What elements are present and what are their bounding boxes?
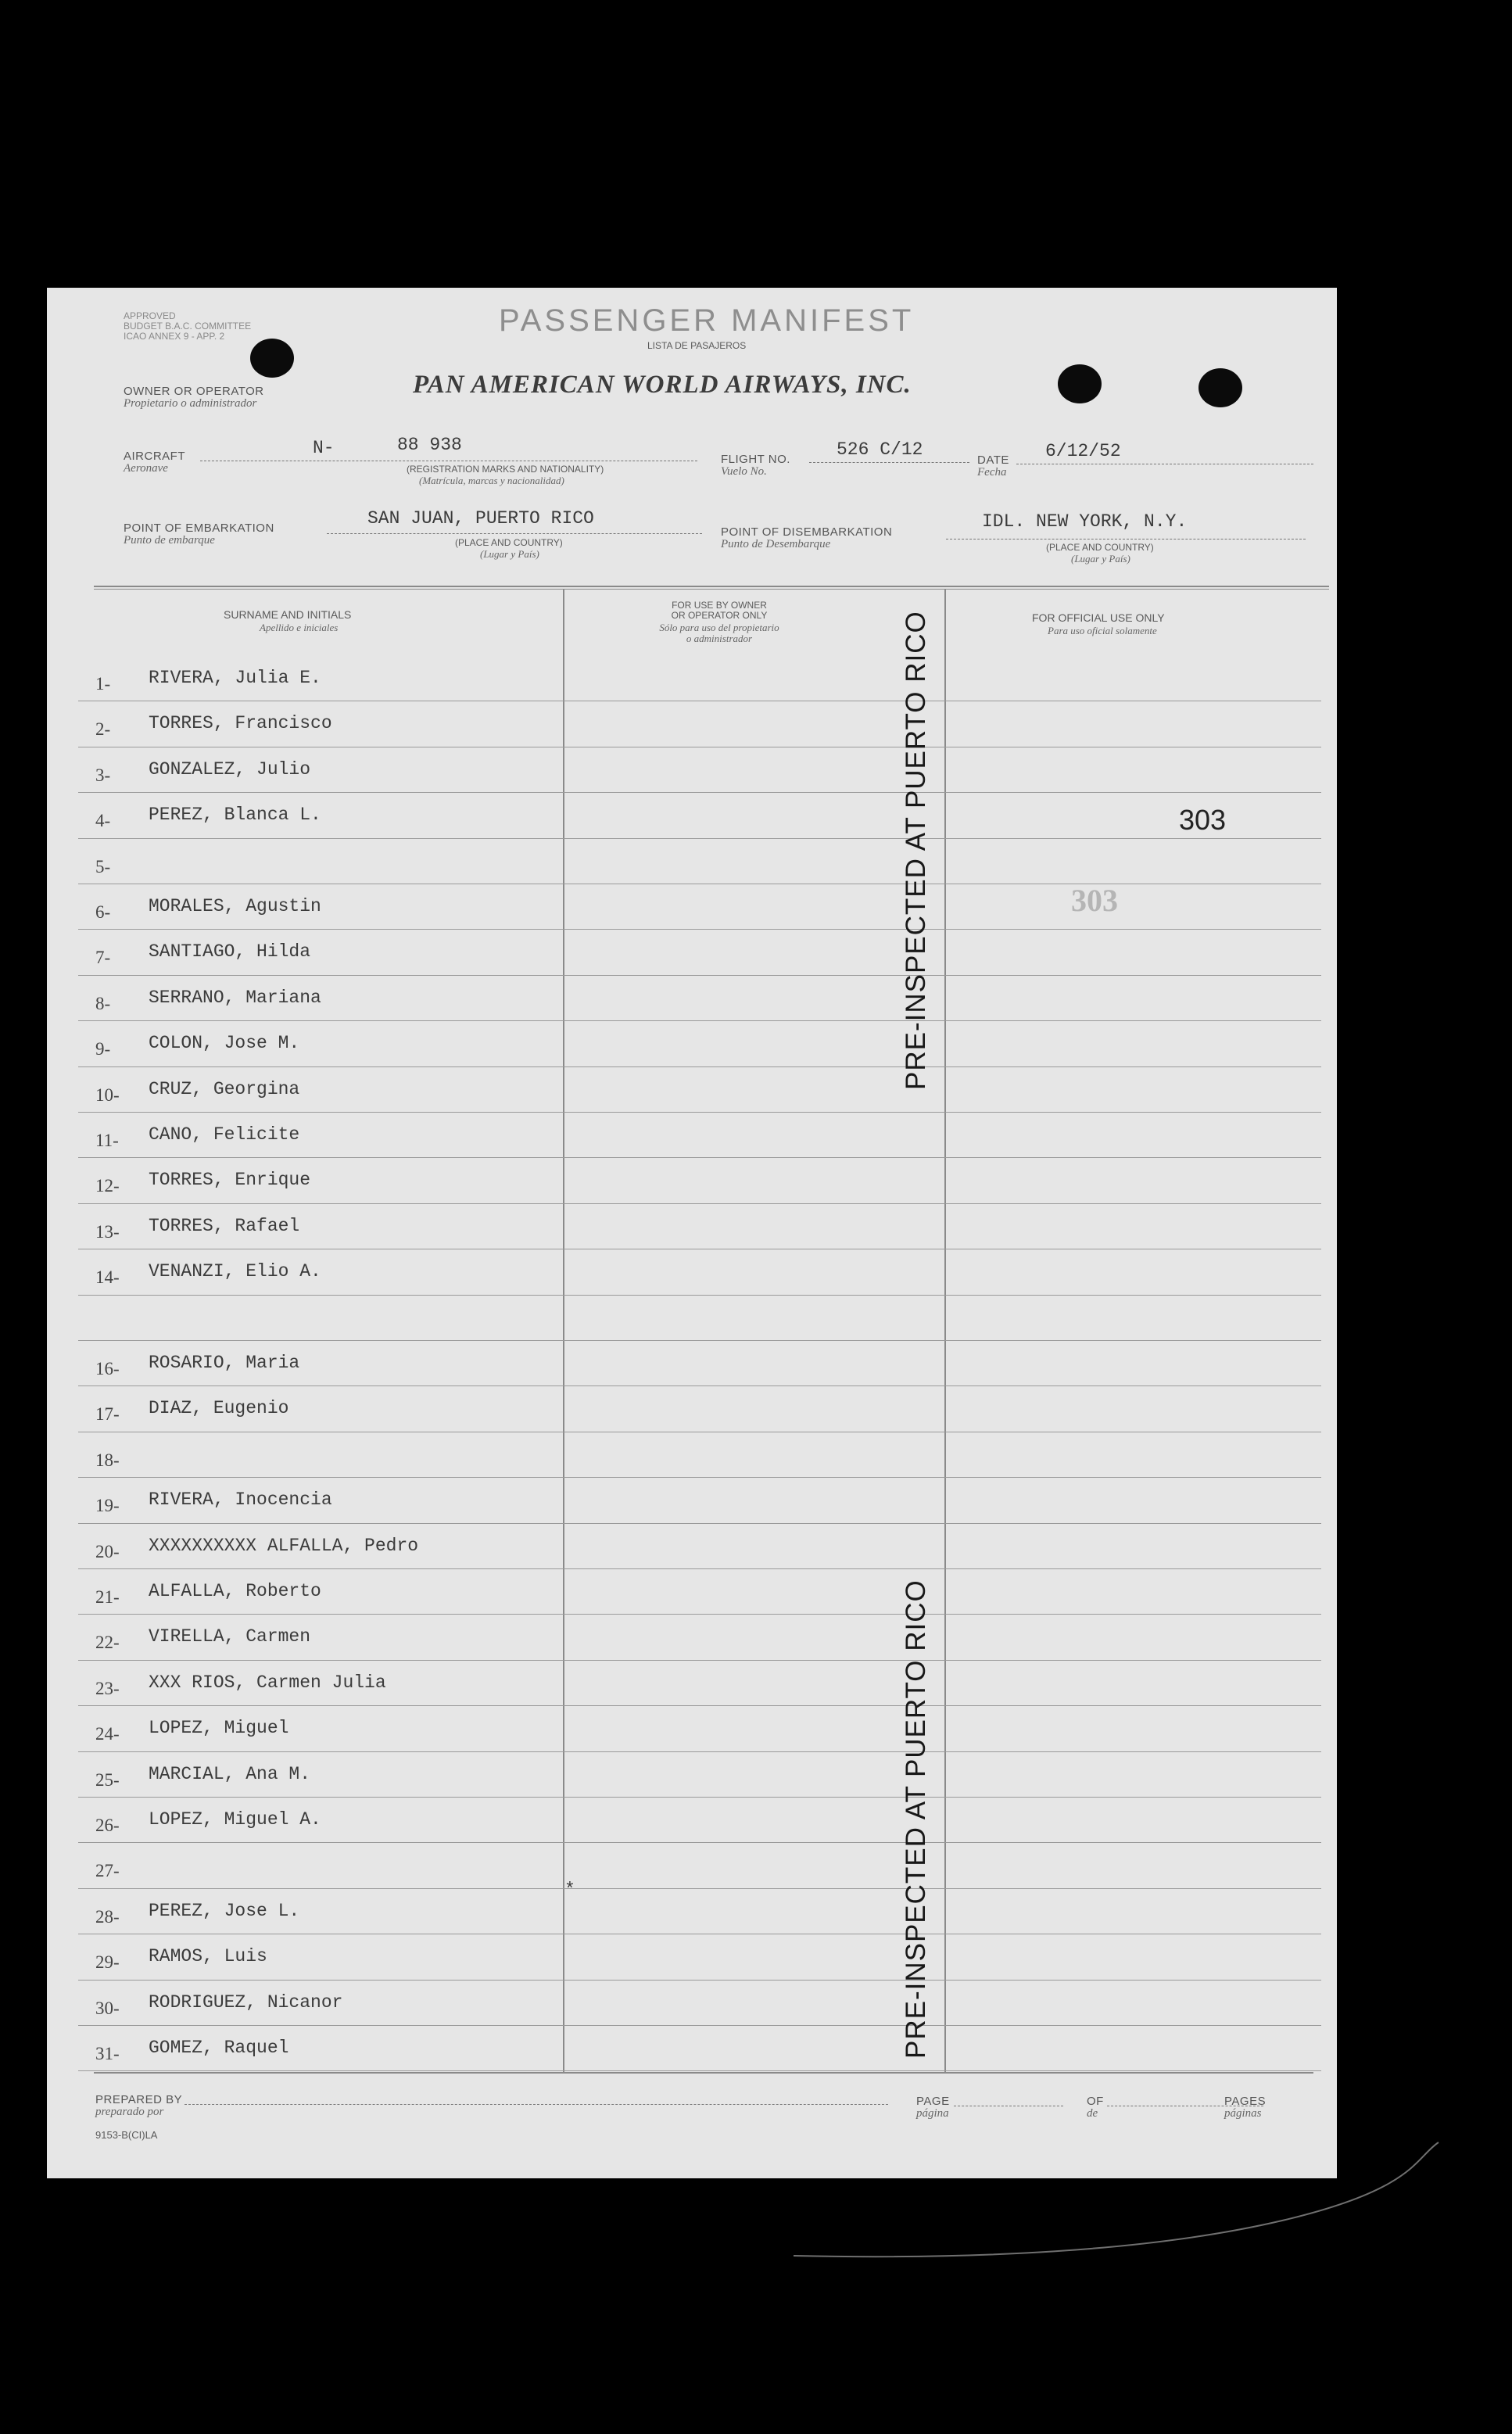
preinspected-stamp-bottom: PRE-INSPECTED AT PUERTO RICO xyxy=(901,1579,931,2059)
prepared-label-es: preparado por xyxy=(95,2106,164,2118)
row-number: 8- xyxy=(95,994,111,1013)
pages-label: PAGES xyxy=(1224,2095,1267,2108)
row-number: 5- xyxy=(95,857,111,876)
airline-name: PAN AMERICAN WORLD AIRWAYS, INC. xyxy=(413,371,912,399)
owner-label-es: Propietario o administrador xyxy=(124,397,257,410)
pages-label-es: páginas xyxy=(1224,2107,1262,2120)
row-number: 14- xyxy=(95,1267,120,1287)
row-number: 16- xyxy=(95,1359,120,1378)
row-rule xyxy=(78,1477,1321,1478)
row-rule xyxy=(78,1295,1321,1296)
aircraft-value: 88 938 xyxy=(397,435,462,455)
place-label-es: (Lugar y País) xyxy=(480,548,539,560)
passenger-name: MARCIAL, Ana M. xyxy=(149,1764,311,1784)
official-use-header: FOR OFFICIAL USE ONLY xyxy=(1032,611,1165,624)
passenger-name: RIVERA, Inocencia xyxy=(149,1489,332,1510)
place-label-2: (PLACE AND COUNTRY) xyxy=(1046,542,1154,553)
row-rule xyxy=(78,1203,1321,1204)
punch-hole-icon xyxy=(1198,368,1242,407)
passenger-name: TORRES, Enrique xyxy=(149,1170,311,1190)
row-rule xyxy=(78,2025,1321,2026)
row-number: 25- xyxy=(95,1770,120,1790)
row-rule xyxy=(78,1112,1321,1113)
page-label-es: página xyxy=(916,2107,949,2120)
aircraft-line xyxy=(200,460,697,461)
place-label: (PLACE AND COUNTRY) xyxy=(455,537,563,548)
passenger-name: PEREZ, Jose L. xyxy=(149,1901,300,1921)
registration-label: (REGISTRATION MARKS AND NATIONALITY) xyxy=(407,464,604,475)
aircraft-label: AIRCRAFT xyxy=(124,450,185,463)
row-rule xyxy=(78,1020,1321,1021)
row-rule xyxy=(78,1660,1321,1661)
passenger-name: LOPEZ, Miguel xyxy=(149,1718,289,1738)
row-number: 22- xyxy=(95,1633,120,1652)
asterisk-mark: * xyxy=(564,1880,575,1900)
disembarkation-line xyxy=(946,538,1306,539)
flight-line xyxy=(809,461,969,463)
pen-stroke-icon xyxy=(774,2135,1446,2283)
passenger-name: MORALES, Agustin xyxy=(149,896,321,916)
page-line xyxy=(954,2105,1063,2106)
of-label-es: de xyxy=(1087,2107,1098,2120)
row-number: 23- xyxy=(95,1679,120,1698)
table-top-border-inner xyxy=(94,589,1329,590)
row-rule xyxy=(78,1568,1321,1569)
passenger-name: VIRELLA, Carmen xyxy=(149,1626,311,1647)
punch-hole-icon xyxy=(250,339,294,378)
owner-use-header: FOR USE BY OWNER OR OPERATOR ONLY xyxy=(671,600,768,621)
row-number: 10- xyxy=(95,1085,120,1105)
passenger-name: COLON, Jose M. xyxy=(149,1033,300,1053)
date-value: 6/12/52 xyxy=(1045,441,1121,461)
row-number: 17- xyxy=(95,1404,120,1424)
flight-label-es: Vuelo No. xyxy=(721,465,767,478)
owner-use-header-es: Sólo para uso del propietario o administrador xyxy=(659,622,779,644)
row-rule xyxy=(78,1157,1321,1158)
passenger-name: TORRES, Francisco xyxy=(149,713,332,733)
passenger-name: SANTIAGO, Hilda xyxy=(149,941,311,962)
date-line xyxy=(1016,463,1313,464)
disembarkation-label: POINT OF DISEMBARKATION xyxy=(721,525,893,539)
row-rule xyxy=(78,1842,1321,1843)
row-rule xyxy=(78,1385,1321,1386)
row-number: 21- xyxy=(95,1587,120,1607)
row-number: 20- xyxy=(95,1542,120,1561)
date-label: DATE xyxy=(977,453,1009,467)
surname-header: SURNAME AND INITIALS xyxy=(224,608,352,621)
row-rule xyxy=(78,1705,1321,1706)
row-number: 4- xyxy=(95,811,111,830)
disembarkation-value: IDL. NEW YORK, N.Y. xyxy=(982,511,1188,532)
row-rule xyxy=(78,1066,1321,1067)
owner-label: OWNER OR OPERATOR xyxy=(124,385,264,398)
row-number: 19- xyxy=(95,1496,120,1515)
manifest-sheet xyxy=(47,288,1337,2178)
row-rule xyxy=(78,1888,1321,1889)
row-rule xyxy=(78,1523,1321,1524)
row-number: 13- xyxy=(95,1222,120,1242)
row-number: 6- xyxy=(95,902,111,922)
passenger-name: SERRANO, Mariana xyxy=(149,988,321,1008)
row-rule xyxy=(78,838,1321,839)
row-number: 24- xyxy=(95,1724,120,1744)
passenger-name: PEREZ, Blanca L. xyxy=(149,805,321,825)
passenger-name: ALFALLA, Roberto xyxy=(149,1581,321,1601)
approval-block: APPROVED BUDGET B.A.C. COMMITTEE ICAO ANNEX 9 - APP. 2 xyxy=(124,310,252,342)
table-bottom-border xyxy=(94,2072,1313,2074)
row-number: 7- xyxy=(95,948,111,967)
row-rule xyxy=(78,1614,1321,1615)
form-code: 9153-B(CI)LA xyxy=(95,2129,158,2141)
passenger-name: RAMOS, Luis xyxy=(149,1946,267,1966)
row-number: 29- xyxy=(95,1952,120,1972)
passenger-name: CANO, Felicite xyxy=(149,1124,300,1145)
passenger-name: XXXXXXXXXX ALFALLA, Pedro xyxy=(149,1536,419,1556)
row-number: 18- xyxy=(95,1450,120,1470)
row-rule xyxy=(78,1980,1321,1981)
embarkation-label-es: Punto de embarque xyxy=(124,534,215,547)
of-label: OF xyxy=(1087,2095,1104,2108)
punch-hole-icon xyxy=(1058,364,1102,403)
row-number: 12- xyxy=(95,1176,120,1195)
embarkation-label: POINT OF EMBARKATION xyxy=(124,522,274,535)
flight-value: 526 C/12 xyxy=(837,439,923,460)
aircraft-prefix: N- xyxy=(313,438,335,458)
passenger-name: CRUZ, Georgina xyxy=(149,1079,300,1099)
passenger-name: ROSARIO, Maria xyxy=(149,1353,300,1373)
row-number: 3- xyxy=(95,765,111,785)
faint-number-303: 303 xyxy=(1071,883,1118,918)
passenger-name: DIAZ, Eugenio xyxy=(149,1398,289,1418)
row-number: 27- xyxy=(95,1861,120,1880)
table-top-border xyxy=(94,586,1329,587)
row-number: 26- xyxy=(95,1816,120,1835)
passenger-name: VENANZI, Elio A. xyxy=(149,1261,321,1282)
row-number: 28- xyxy=(95,1907,120,1927)
prepared-line xyxy=(185,2103,888,2105)
row-rule xyxy=(78,792,1321,793)
passenger-name: GONZALEZ, Julio xyxy=(149,759,311,780)
row-number: 31- xyxy=(95,2044,120,2063)
row-rule xyxy=(78,1797,1321,1798)
prepared-label: PREPARED BY xyxy=(95,2093,183,2106)
manifest-title-es: LISTA DE PASAJEROS xyxy=(647,340,747,351)
row-number: 1- xyxy=(95,674,111,694)
preinspected-stamp-top: PRE-INSPECTED AT PUERTO RICO xyxy=(901,611,931,1090)
date-label-es: Fecha xyxy=(977,466,1007,479)
passenger-name: TORRES, Rafael xyxy=(149,1216,300,1236)
embarkation-line xyxy=(327,532,702,534)
passenger-name: XXX RIOS, Carmen Julia xyxy=(149,1672,386,1693)
passenger-name: GOMEZ, Raquel xyxy=(149,2038,289,2058)
row-rule xyxy=(78,1340,1321,1341)
row-rule xyxy=(78,975,1321,976)
passenger-name: RIVERA, Julia E. xyxy=(149,668,321,688)
embarkation-value: SAN JUAN, PUERTO RICO xyxy=(367,508,594,529)
row-number: 11- xyxy=(95,1131,119,1150)
column-divider-1 xyxy=(563,590,564,2072)
row-number: 30- xyxy=(95,1998,120,2018)
flight-label: FLIGHT NO. xyxy=(721,453,790,466)
row-rule xyxy=(78,2070,1321,2071)
row-rule xyxy=(78,929,1321,930)
aircraft-label-es: Aeronave xyxy=(124,462,168,475)
disembarkation-label-es: Punto de Desembarque xyxy=(721,538,831,550)
column-divider-2 xyxy=(944,590,946,2072)
registration-label-es: (Matrícula, marcas y nacionalidad) xyxy=(419,475,564,486)
place-label-es-2: (Lugar y País) xyxy=(1071,553,1130,565)
surname-header-es: Apellido e iniciales xyxy=(260,622,339,633)
page-label: PAGE xyxy=(916,2095,950,2108)
passenger-name: RODRIGUEZ, Nicanor xyxy=(149,1992,343,2013)
official-use-header-es: Para uso oficial solamente xyxy=(1048,625,1157,636)
passenger-name: LOPEZ, Miguel A. xyxy=(149,1809,321,1830)
row-number: 9- xyxy=(95,1039,111,1059)
manifest-title: PASSENGER MANIFEST xyxy=(499,303,915,338)
row-rule xyxy=(78,1751,1321,1752)
row-number: 2- xyxy=(95,719,111,739)
official-number-303: 303 xyxy=(1179,804,1227,836)
